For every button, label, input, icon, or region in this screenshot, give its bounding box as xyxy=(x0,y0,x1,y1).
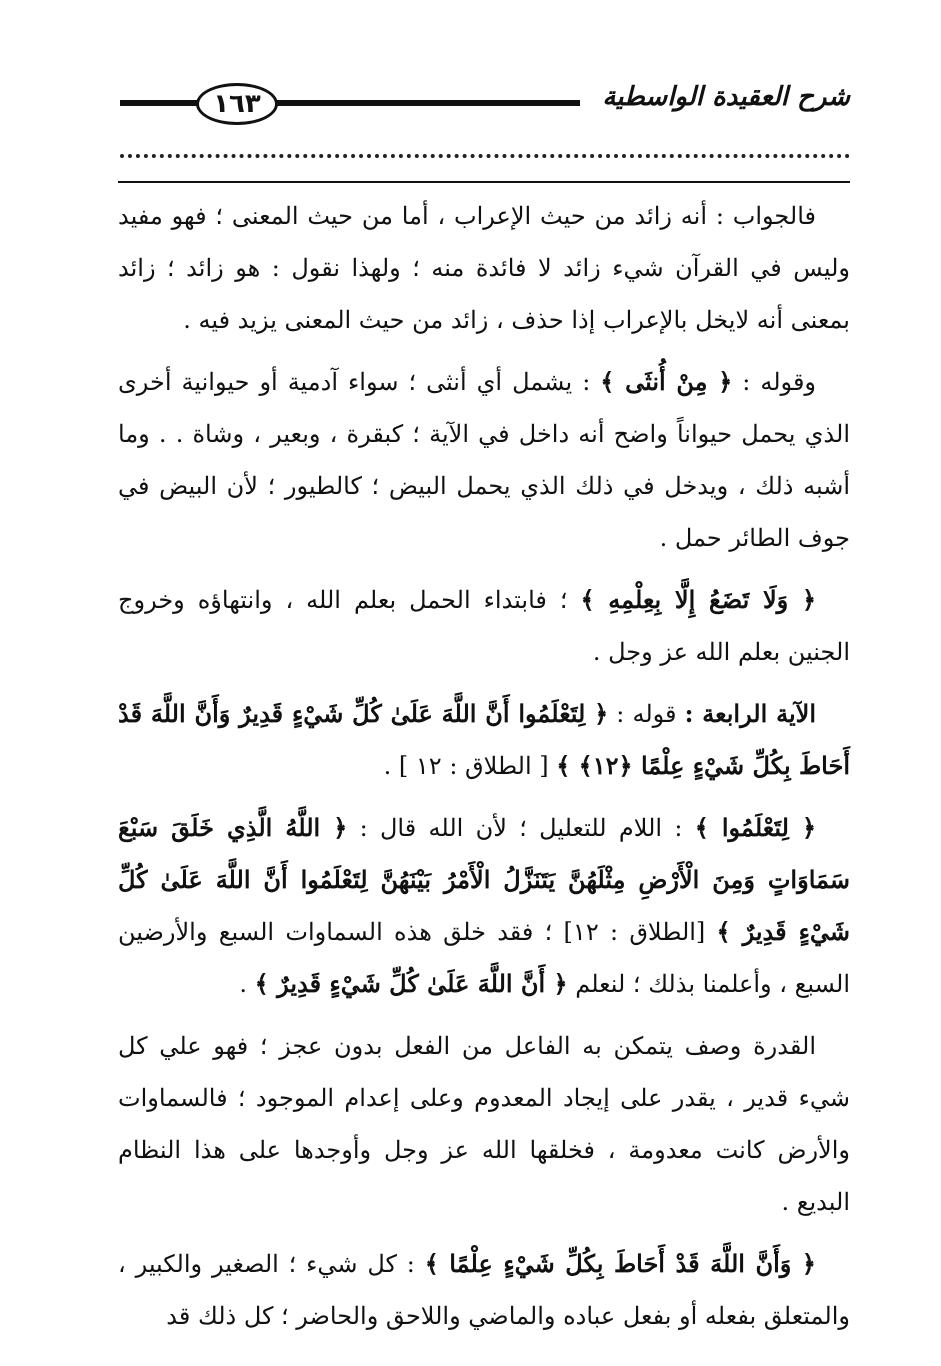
page-header xyxy=(110,60,850,140)
verse-reference: [ الطلاق : ١٢ ] . xyxy=(383,752,557,780)
paragraph-6 xyxy=(118,1020,850,1228)
page-body xyxy=(118,190,850,1352)
book-title: شرح العقيدة الواسطية xyxy=(602,82,850,112)
paragraph-1-text: فالجواب : أنه زائد من حيث الإعراب ، أما من حيث المعنى ؛ فهو مفيد وليس في القرآن شيء زائد لا فائدة منه ؛ ولهذا نقول : هو زائد ؛ زائد بمعنى أنه لايخل بالإعراب إذا حذف ، زائد من حيث المعنى يزيد فيه . xyxy=(118,202,850,334)
quran-quote: ﴿ أَنَّ اللَّهَ عَلَىٰ كُلِّ شَيْءٍ قَدِيرٌ ﴾ xyxy=(254,969,568,998)
paragraph-2 xyxy=(118,356,850,564)
quran-quote: ﴿ مِنْ أُنثَى ﴾ xyxy=(600,367,733,396)
quran-quote: ﴿ وَأَنَّ اللَّهَ قَدْ أَحَاطَ بِكُلِّ شَيْءٍ عِلْمًا ﴾ xyxy=(424,1249,816,1278)
paragraph-5-mid: : اللام للتعليل ؛ لأن الله قال : xyxy=(347,814,695,842)
paragraph-5 xyxy=(118,802,850,1010)
dotted-divider xyxy=(120,142,850,158)
paragraph-2-pre: وقوله : xyxy=(732,368,816,396)
paragraph-2-text: : يشمل أي أنثى ؛ سواء آدمية أو حيوانية أخرى الذي يحمل حيواناً واضح أنه داخل في الآية ؛ كبقرة ، وبعير ، وشاة . . وما أشبه ذلك ، ويدخل في ذلك الذي يحمل البيض ؛ كالطيور ؛ لأن البيض في جوف الطائر حمل . xyxy=(118,368,850,552)
paragraph-4 xyxy=(118,688,850,792)
paragraph-3-text: ؛ فابتداء الحمل بعلم الله ، وانتهاؤه وخروج الجنين بعلم الله عز وجل . xyxy=(118,586,850,666)
paragraph-7 xyxy=(118,1238,850,1342)
quran-quote: ﴿ وَلَا تَضَعُ إِلَّا بِعِلْمِهِ ﴾ xyxy=(580,585,817,614)
header-divider-line xyxy=(118,181,850,183)
paragraph-3 xyxy=(118,574,850,678)
quran-quote: ﴿ اللَّهُ الَّذِي خَلَقَ سَبْعَ سَمَاوَاتٍ وَمِنَ الْأَرْضِ مِثْلَهُنَّ يَتَنَزَّلُ الْأَمْرُ بَيْنَهُنَّ لِتَعْلَمُوا أَنَّ اللَّهَ عَلَىٰ كُلِّ شَيْءٍ قَدِيرٌ ﴾ xyxy=(118,813,850,946)
paragraph-1 xyxy=(118,190,850,346)
quran-quote: ﴿ لِتَعْلَمُوا أَنَّ اللَّهَ عَلَىٰ كُلِّ شَيْءٍ قَدِيرٌ وَأَنَّ اللَّهَ قَدْ أَحَاطَ بِكُلِّ شَيْءٍ عِلْمًا ﴿١٢﴾ ﴾ xyxy=(118,699,850,780)
quran-quote: ﴿ لِتَعْلَمُوا ﴾ xyxy=(694,813,817,842)
page-number: ١٦٣ xyxy=(196,83,278,125)
header-rule-left xyxy=(120,100,200,106)
paragraph-5-mid2: [الطلاق : ١٢] ؛ فقد خلق هذه السماوات السبع والأرضين السبع ، وأعلمنا بذلك ؛ لنعلم xyxy=(118,918,850,998)
header-rule-middle xyxy=(270,100,580,106)
paragraph-6-text: القدرة وصف يتمكن به الفاعل من الفعل بدون عجز ؛ فهو علي كل شيء قدير ، يقدر على إيجاد المعدوم وعلى إعدام الموجود ؛ فالسماوات والأرض كانت معدومة ، فخلقها الله عز وجل وأوجدها على هذا النظام البديع . xyxy=(118,1032,850,1216)
paragraph-7-text: : كل شيء ؛ الصغير والكبير ، والمتعلق بفعله أو بفعل عباده والماضي واللاحق والحاضر ؛ كل ذلك قد xyxy=(118,1250,850,1330)
verse-label: الآية الرابعة : xyxy=(684,699,816,728)
paragraph-5-end: . xyxy=(239,970,255,998)
paragraph-4-pre: قوله : xyxy=(608,700,685,728)
